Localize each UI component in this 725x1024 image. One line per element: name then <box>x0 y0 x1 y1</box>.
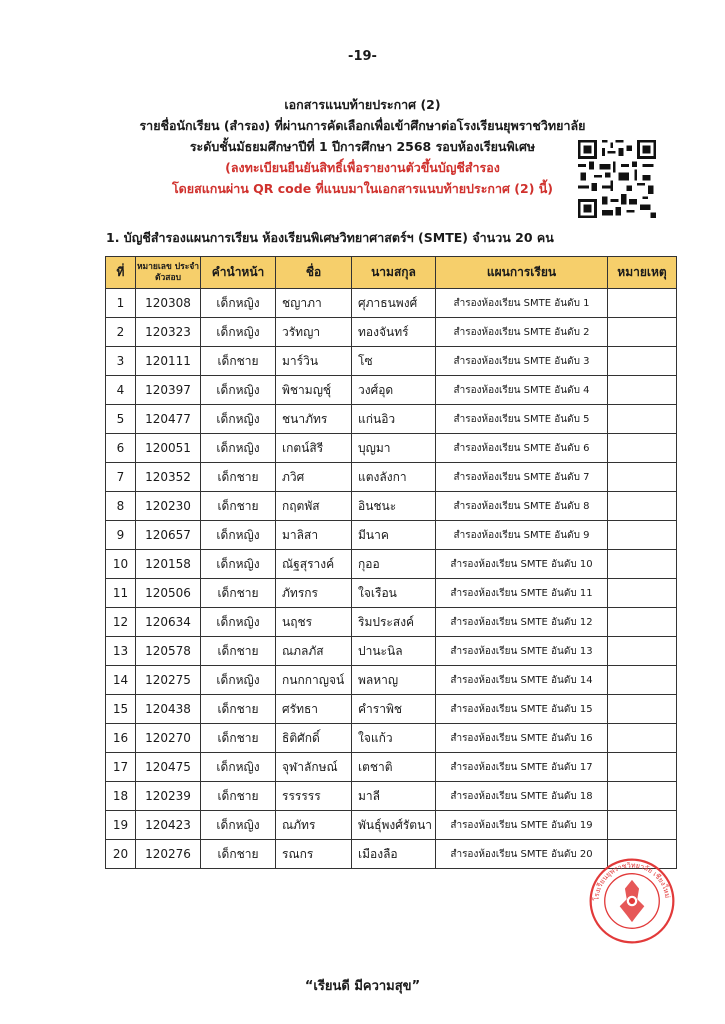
table-row <box>106 753 677 782</box>
cell-remark <box>608 579 677 608</box>
cell-first-name: กนกกาญจน์ <box>276 666 352 695</box>
cell-remark <box>608 434 677 463</box>
cell-study-plan: สำรองห้องเรียน SMTE อันดับ 12 <box>436 608 608 637</box>
cell-last-name: เตชาติ <box>352 753 436 782</box>
document-heading-attachment: เอกสารแนบท้ายประกาศ (2) <box>284 97 441 112</box>
cell-prefix: เด็กชาย <box>201 579 276 608</box>
cell-prefix: เด็กหญิง <box>201 521 276 550</box>
cell-last-name: อินชนะ <box>352 492 436 521</box>
cell-remark <box>608 405 677 434</box>
document-heading-qr-instruction: โดยสแกนผ่าน QR code ที่แนบมาในเอกสารแนบท้ายประกาศ (2) นี้) <box>171 181 554 196</box>
table-row <box>106 724 677 753</box>
cell-prefix: เด็กหญิง <box>201 376 276 405</box>
cell-study-plan: สำรองห้องเรียน SMTE อันดับ 19 <box>436 811 608 840</box>
cell-study-plan: สำรองห้องเรียน SMTE อันดับ 1 <box>436 289 608 318</box>
cell-exam-number: 120657 <box>136 521 201 550</box>
cell-exam-number: 120352 <box>136 463 201 492</box>
cell-last-name: วงศ์อุด <box>352 376 436 405</box>
cell-no: 4 <box>106 376 136 405</box>
cell-first-name: มาร์วิน <box>276 347 352 376</box>
qr-code-icon[interactable] <box>578 140 656 218</box>
cell-prefix: เด็กชาย <box>201 492 276 521</box>
cell-last-name: ริมประสงค์ <box>352 608 436 637</box>
cell-no: 9 <box>106 521 136 550</box>
cell-study-plan: สำรองห้องเรียน SMTE อันดับ 6 <box>436 434 608 463</box>
cell-prefix: เด็กหญิง <box>201 318 276 347</box>
cell-study-plan: สำรองห้องเรียน SMTE อันดับ 16 <box>436 724 608 753</box>
cell-no: 6 <box>106 434 136 463</box>
column-header-remark: หมายเหตุ <box>608 257 677 289</box>
cell-no: 13 <box>106 637 136 666</box>
cell-prefix: เด็กหญิง <box>201 434 276 463</box>
column-header-no: ที่ <box>106 257 136 289</box>
cell-last-name: บุญมา <box>352 434 436 463</box>
cell-remark <box>608 724 677 753</box>
cell-no: 1 <box>106 289 136 318</box>
cell-no: 11 <box>106 579 136 608</box>
school-seal-icon <box>588 857 676 945</box>
reserve-student-table <box>105 256 677 869</box>
cell-no: 3 <box>106 347 136 376</box>
cell-first-name: ณัฐสุรางค์ <box>276 550 352 579</box>
cell-remark <box>608 492 677 521</box>
document-heading-level: ระดับชั้นมัธยมศึกษาปีที่ 1 ปีการศึกษา 2568 รอบห้องเรียนพิเศษ <box>189 139 536 154</box>
cell-first-name: ศรัทธา <box>276 695 352 724</box>
column-header-prefix: คำนำหน้า <box>201 257 276 289</box>
cell-remark <box>608 753 677 782</box>
cell-last-name: โซ <box>352 347 436 376</box>
cell-prefix: เด็กชาย <box>201 724 276 753</box>
cell-exam-number: 120423 <box>136 811 201 840</box>
page-number: -19- <box>348 49 377 64</box>
cell-study-plan: สำรองห้องเรียน SMTE อันดับ 9 <box>436 521 608 550</box>
school-motto: “เรียนดี มีความสุข” <box>304 979 421 994</box>
cell-exam-number: 120051 <box>136 434 201 463</box>
cell-no: 19 <box>106 811 136 840</box>
cell-first-name: ชนาภัทร <box>276 405 352 434</box>
table-row <box>106 608 677 637</box>
cell-no: 2 <box>106 318 136 347</box>
cell-exam-number: 120270 <box>136 724 201 753</box>
cell-last-name: กุออ <box>352 550 436 579</box>
cell-study-plan: สำรองห้องเรียน SMTE อันดับ 13 <box>436 637 608 666</box>
table-row <box>106 695 677 724</box>
table-row <box>106 521 677 550</box>
cell-prefix: เด็กหญิง <box>201 550 276 579</box>
cell-exam-number: 120477 <box>136 405 201 434</box>
cell-first-name: นฤชร <box>276 608 352 637</box>
table-row <box>106 289 677 318</box>
cell-remark <box>608 289 677 318</box>
cell-exam-number: 120230 <box>136 492 201 521</box>
column-header-exam-number: หมายเลข ประจำตัวสอบ <box>136 257 201 289</box>
cell-prefix: เด็กชาย <box>201 463 276 492</box>
cell-exam-number: 120308 <box>136 289 201 318</box>
cell-exam-number: 120158 <box>136 550 201 579</box>
column-header-last-name: นามสกุล <box>352 257 436 289</box>
cell-last-name: ใจเรือน <box>352 579 436 608</box>
cell-exam-number: 120634 <box>136 608 201 637</box>
cell-prefix: เด็กหญิง <box>201 666 276 695</box>
cell-remark <box>608 666 677 695</box>
cell-last-name: มาลี <box>352 782 436 811</box>
cell-exam-number: 120276 <box>136 840 201 869</box>
table-row <box>106 637 677 666</box>
document-heading-instruction: (ลงทะเบียนยืนยันสิทธิ์เพื่อรายงานตัวขึ้นบัญชีสำรอง <box>225 160 500 175</box>
cell-prefix: เด็กชาย <box>201 695 276 724</box>
cell-first-name: พิชามญชุ์ <box>276 376 352 405</box>
cell-first-name: ภวิศ <box>276 463 352 492</box>
cell-remark <box>608 782 677 811</box>
table-row <box>106 550 677 579</box>
cell-no: 20 <box>106 840 136 869</box>
cell-exam-number: 120475 <box>136 753 201 782</box>
cell-first-name: ภัทรกร <box>276 579 352 608</box>
cell-no: 12 <box>106 608 136 637</box>
cell-prefix: เด็กหญิง <box>201 405 276 434</box>
cell-remark <box>608 608 677 637</box>
table-header-row <box>106 257 677 289</box>
cell-prefix: เด็กชาย <box>201 347 276 376</box>
cell-exam-number: 120275 <box>136 666 201 695</box>
cell-last-name: ทองจันทร์ <box>352 318 436 347</box>
cell-no: 10 <box>106 550 136 579</box>
cell-no: 14 <box>106 666 136 695</box>
cell-first-name: กฤตพัส <box>276 492 352 521</box>
cell-first-name: ณภัทร <box>276 811 352 840</box>
cell-first-name: ธิติศักดิ์ <box>276 724 352 753</box>
cell-study-plan: สำรองห้องเรียน SMTE อันดับ 11 <box>436 579 608 608</box>
document-heading-title: รายชื่อนักเรียน (สำรอง) ที่ผ่านการคัดเลือกเพื่อเข้าศึกษาต่อโรงเรียนยุพราชวิทยาลัย <box>139 118 586 133</box>
cell-no: 15 <box>106 695 136 724</box>
cell-last-name: มีนาค <box>352 521 436 550</box>
cell-no: 7 <box>106 463 136 492</box>
cell-last-name: พลหาญ <box>352 666 436 695</box>
cell-exam-number: 120323 <box>136 318 201 347</box>
cell-remark <box>608 347 677 376</box>
column-header-study-plan: แผนการเรียน <box>436 257 608 289</box>
cell-remark <box>608 695 677 724</box>
cell-remark <box>608 637 677 666</box>
cell-last-name: คำราพิช <box>352 695 436 724</box>
cell-study-plan: สำรองห้องเรียน SMTE อันดับ 5 <box>436 405 608 434</box>
cell-first-name: จุฬาลักษณ์ <box>276 753 352 782</box>
cell-study-plan: สำรองห้องเรียน SMTE อันดับ 15 <box>436 695 608 724</box>
cell-first-name: รณกร <box>276 840 352 869</box>
cell-no: 16 <box>106 724 136 753</box>
cell-study-plan: สำรองห้องเรียน SMTE อันดับ 8 <box>436 492 608 521</box>
cell-last-name: ศุภาธนพงศ์ <box>352 289 436 318</box>
cell-first-name: รรรรรร <box>276 782 352 811</box>
cell-remark <box>608 376 677 405</box>
cell-remark <box>608 318 677 347</box>
cell-last-name: แตงลังกา <box>352 463 436 492</box>
cell-study-plan: สำรองห้องเรียน SMTE อันดับ 10 <box>436 550 608 579</box>
cell-study-plan: สำรองห้องเรียน SMTE อันดับ 3 <box>436 347 608 376</box>
column-header-first-name: ชื่อ <box>276 257 352 289</box>
cell-last-name: แก่นอิว <box>352 405 436 434</box>
table-row <box>106 666 677 695</box>
cell-first-name: วรัทญา <box>276 318 352 347</box>
cell-prefix: เด็กชาย <box>201 840 276 869</box>
cell-exam-number: 120239 <box>136 782 201 811</box>
cell-study-plan: สำรองห้องเรียน SMTE อันดับ 14 <box>436 666 608 695</box>
cell-remark <box>608 550 677 579</box>
cell-study-plan: สำรองห้องเรียน SMTE อันดับ 18 <box>436 782 608 811</box>
cell-remark <box>608 463 677 492</box>
cell-prefix: เด็กชาย <box>201 782 276 811</box>
cell-study-plan: สำรองห้องเรียน SMTE อันดับ 17 <box>436 753 608 782</box>
cell-last-name: ใจแก้ว <box>352 724 436 753</box>
cell-no: 5 <box>106 405 136 434</box>
table-row <box>106 318 677 347</box>
cell-study-plan: สำรองห้องเรียน SMTE อันดับ 7 <box>436 463 608 492</box>
table-row <box>106 376 677 405</box>
cell-prefix: เด็กหญิง <box>201 753 276 782</box>
cell-prefix: เด็กชาย <box>201 637 276 666</box>
table-row <box>106 434 677 463</box>
cell-exam-number: 120397 <box>136 376 201 405</box>
cell-exam-number: 120578 <box>136 637 201 666</box>
table-row <box>106 405 677 434</box>
table-row <box>106 782 677 811</box>
cell-remark <box>608 811 677 840</box>
table-row <box>106 579 677 608</box>
cell-study-plan: สำรองห้องเรียน SMTE อันดับ 4 <box>436 376 608 405</box>
table-row <box>106 492 677 521</box>
cell-exam-number: 120506 <box>136 579 201 608</box>
cell-no: 18 <box>106 782 136 811</box>
cell-last-name: ปานะนิล <box>352 637 436 666</box>
cell-prefix: เด็กหญิง <box>201 608 276 637</box>
cell-last-name: พันธุ์พงศ์รัตนา <box>352 811 436 840</box>
cell-first-name: ณภลภัส <box>276 637 352 666</box>
cell-exam-number: 120111 <box>136 347 201 376</box>
cell-study-plan: สำรองห้องเรียน SMTE อันดับ 20 <box>436 840 608 869</box>
cell-study-plan: สำรองห้องเรียน SMTE อันดับ 2 <box>436 318 608 347</box>
cell-prefix: เด็กหญิง <box>201 811 276 840</box>
table-row <box>106 347 677 376</box>
cell-prefix: เด็กหญิง <box>201 289 276 318</box>
cell-first-name: ชญาภา <box>276 289 352 318</box>
seal-text: โรงเรียนยุพราชวิทยาลัย เชียงใหม่ <box>591 860 673 902</box>
cell-no: 17 <box>106 753 136 782</box>
cell-last-name: เมืองลือ <box>352 840 436 869</box>
section-title: 1. บัญชีสำรองแผนการเรียน ห้องเรียนพิเศษวิทยาศาสตร์ฯ (SMTE) จำนวน 20 คน <box>106 230 554 245</box>
cell-exam-number: 120438 <box>136 695 201 724</box>
cell-first-name: เกตน์สิรี <box>276 434 352 463</box>
cell-first-name: มาลิสา <box>276 521 352 550</box>
table-row <box>106 463 677 492</box>
cell-remark <box>608 521 677 550</box>
table-row <box>106 811 677 840</box>
cell-no: 8 <box>106 492 136 521</box>
